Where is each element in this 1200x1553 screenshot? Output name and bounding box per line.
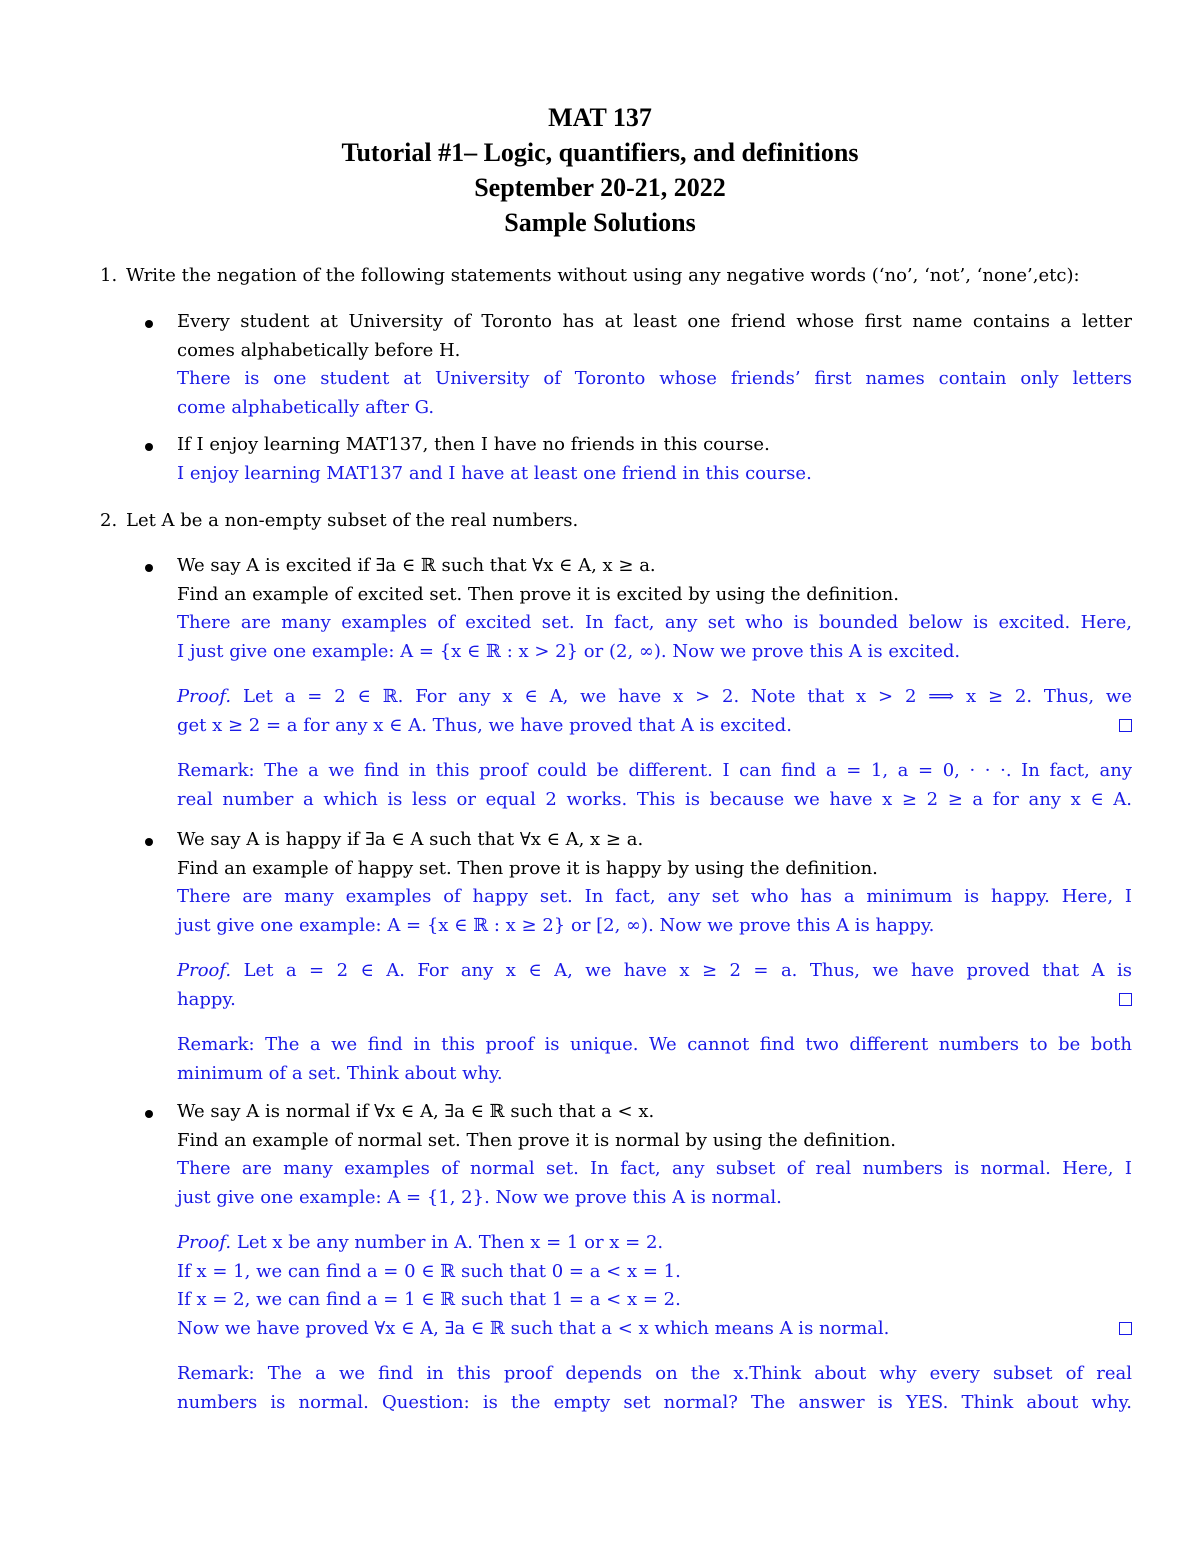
statement-line: comes alphabetically before H. [177,339,461,361]
answer-line: There are many examples of normal set. In fact, any subset of real numbers is normal. Here, I [177,1158,1132,1179]
proof-line: Proof. Let a = 2 ∈ A. For any x ∈ A, we have x ≥ 2 = a. Thus, we have proved that A is [177,960,1132,981]
proof-label: Proof. [177,960,232,981]
remark-line: Remark: The a we find in this proof depends on the x.Think about why every subset of real [177,1363,1132,1384]
proof-line: get x ≥ 2 = a for any x ∈ A. Thus, we have proved that A is excited. [177,712,1132,741]
task-line: Find an example of normal set. Then prove it is normal by using the definition. [177,1129,897,1151]
statement-line: If I enjoy learning MAT137, then I have no friends in this course. [177,434,770,455]
document-kind: Sample Solutions [504,208,696,237]
remark-line: Remark: The a we find in this proof could be different. I can find a = 1, a = 0, · · ·. In fact, any [177,760,1132,781]
definition-line: We say A is happy if ∃a ∈ A such that ∀x ∈ A, x ≥ a. [177,829,644,850]
bullet-icon [145,1110,153,1118]
course-title: MAT 137 [548,103,652,132]
remark-line: real number a which is less or equal 2 works. This is because we have x ≥ 2 ≥ a for any x ∈ A. [177,788,1132,810]
answer-line: come alphabetically after G. [177,396,435,418]
proof-label: Proof. [177,686,232,707]
qed-square-icon [1119,993,1132,1006]
proof-line: If x = 1, we can find a = 0 ∈ ℝ such that 0 = a < x = 1. [177,1260,681,1282]
proof-line: Now we have proved ∀x ∈ A, ∃a ∈ ℝ such that a < x which means A is normal. [177,1315,1132,1344]
qed-square-icon [1119,719,1132,732]
answer-line: I just give one example: A = {x ∈ ℝ : x > 2} or (2, ∞). Now we prove this A is excited. [177,640,961,662]
answer-line: just give one example: A = {1, 2}. Now we prove this A is normal. [177,1186,782,1208]
bullet-icon [145,320,153,328]
answer-line: I enjoy learning MAT137 and I have at least one friend in this course. [177,462,812,484]
answer-line: There are many examples of excited set. In fact, any set who is bounded below is excited. Here, [177,612,1132,633]
task-line: Find an example of excited set. Then prove it is excited by using the definition. [177,583,899,605]
definition-line: We say A is excited if ∃a ∈ ℝ such that ∀x ∈ A, x ≥ a. [177,555,656,576]
qed-square-icon [1119,1322,1132,1335]
remark-line: minimum of a set. Think about why. [177,1062,503,1084]
tutorial-date: September 20-21, 2022 [474,173,726,202]
bullet-icon [145,564,153,572]
definition-line: We say A is normal if ∀x ∈ A, ∃a ∈ ℝ such that a < x. [177,1101,655,1122]
question-prompt: Let A be a non-empty subset of the real numbers. [126,510,579,531]
proof-label: Proof. [177,1232,232,1253]
question-number: 1. [100,265,118,286]
tutorial-title: Tutorial #1– Logic, quantifiers, and definitions [341,138,859,167]
bullet-icon [145,838,153,846]
answer-line: just give one example: A = {x ∈ ℝ : x ≥ 2} or [2, ∞). Now we prove this A is happy. [177,914,935,936]
remark-line: Remark: The a we find in this proof is unique. We cannot find two different numbers to be both [177,1034,1132,1055]
document-header [0,100,1200,240]
proof-line: happy. [177,986,1132,1015]
answer-line: There is one student at University of Toronto whose friends’ first names contain only letters [177,368,1132,389]
proof-line: Proof. Let x be any number in A. Then x = 1 or x = 2. [177,1232,664,1253]
proof-line: Proof. Let a = 2 ∈ ℝ. For any x ∈ A, we have x > 2. Note that x > 2 ⟹ x ≥ 2. Thus, we [177,686,1132,707]
task-line: Find an example of happy set. Then prove it is happy by using the definition. [177,857,878,879]
proof-line: If x = 2, we can find a = 1 ∈ ℝ such that 1 = a < x = 2. [177,1289,681,1310]
question-prompt: Write the negation of the following statements without using any negative words (‘no’, ‘not’, ‘none’,etc): [126,265,1080,286]
remark-line: numbers is normal. Question: is the empty set normal? The answer is YES. Think about why. [177,1391,1132,1413]
statement-line: Every student at University of Toronto has at least one friend whose first name contains a letter [177,311,1132,332]
bullet-icon [145,443,153,451]
question-number: 2. [100,510,118,531]
answer-line: There are many examples of happy set. In fact, any set who has a minimum is happy. Here, I [177,886,1132,907]
